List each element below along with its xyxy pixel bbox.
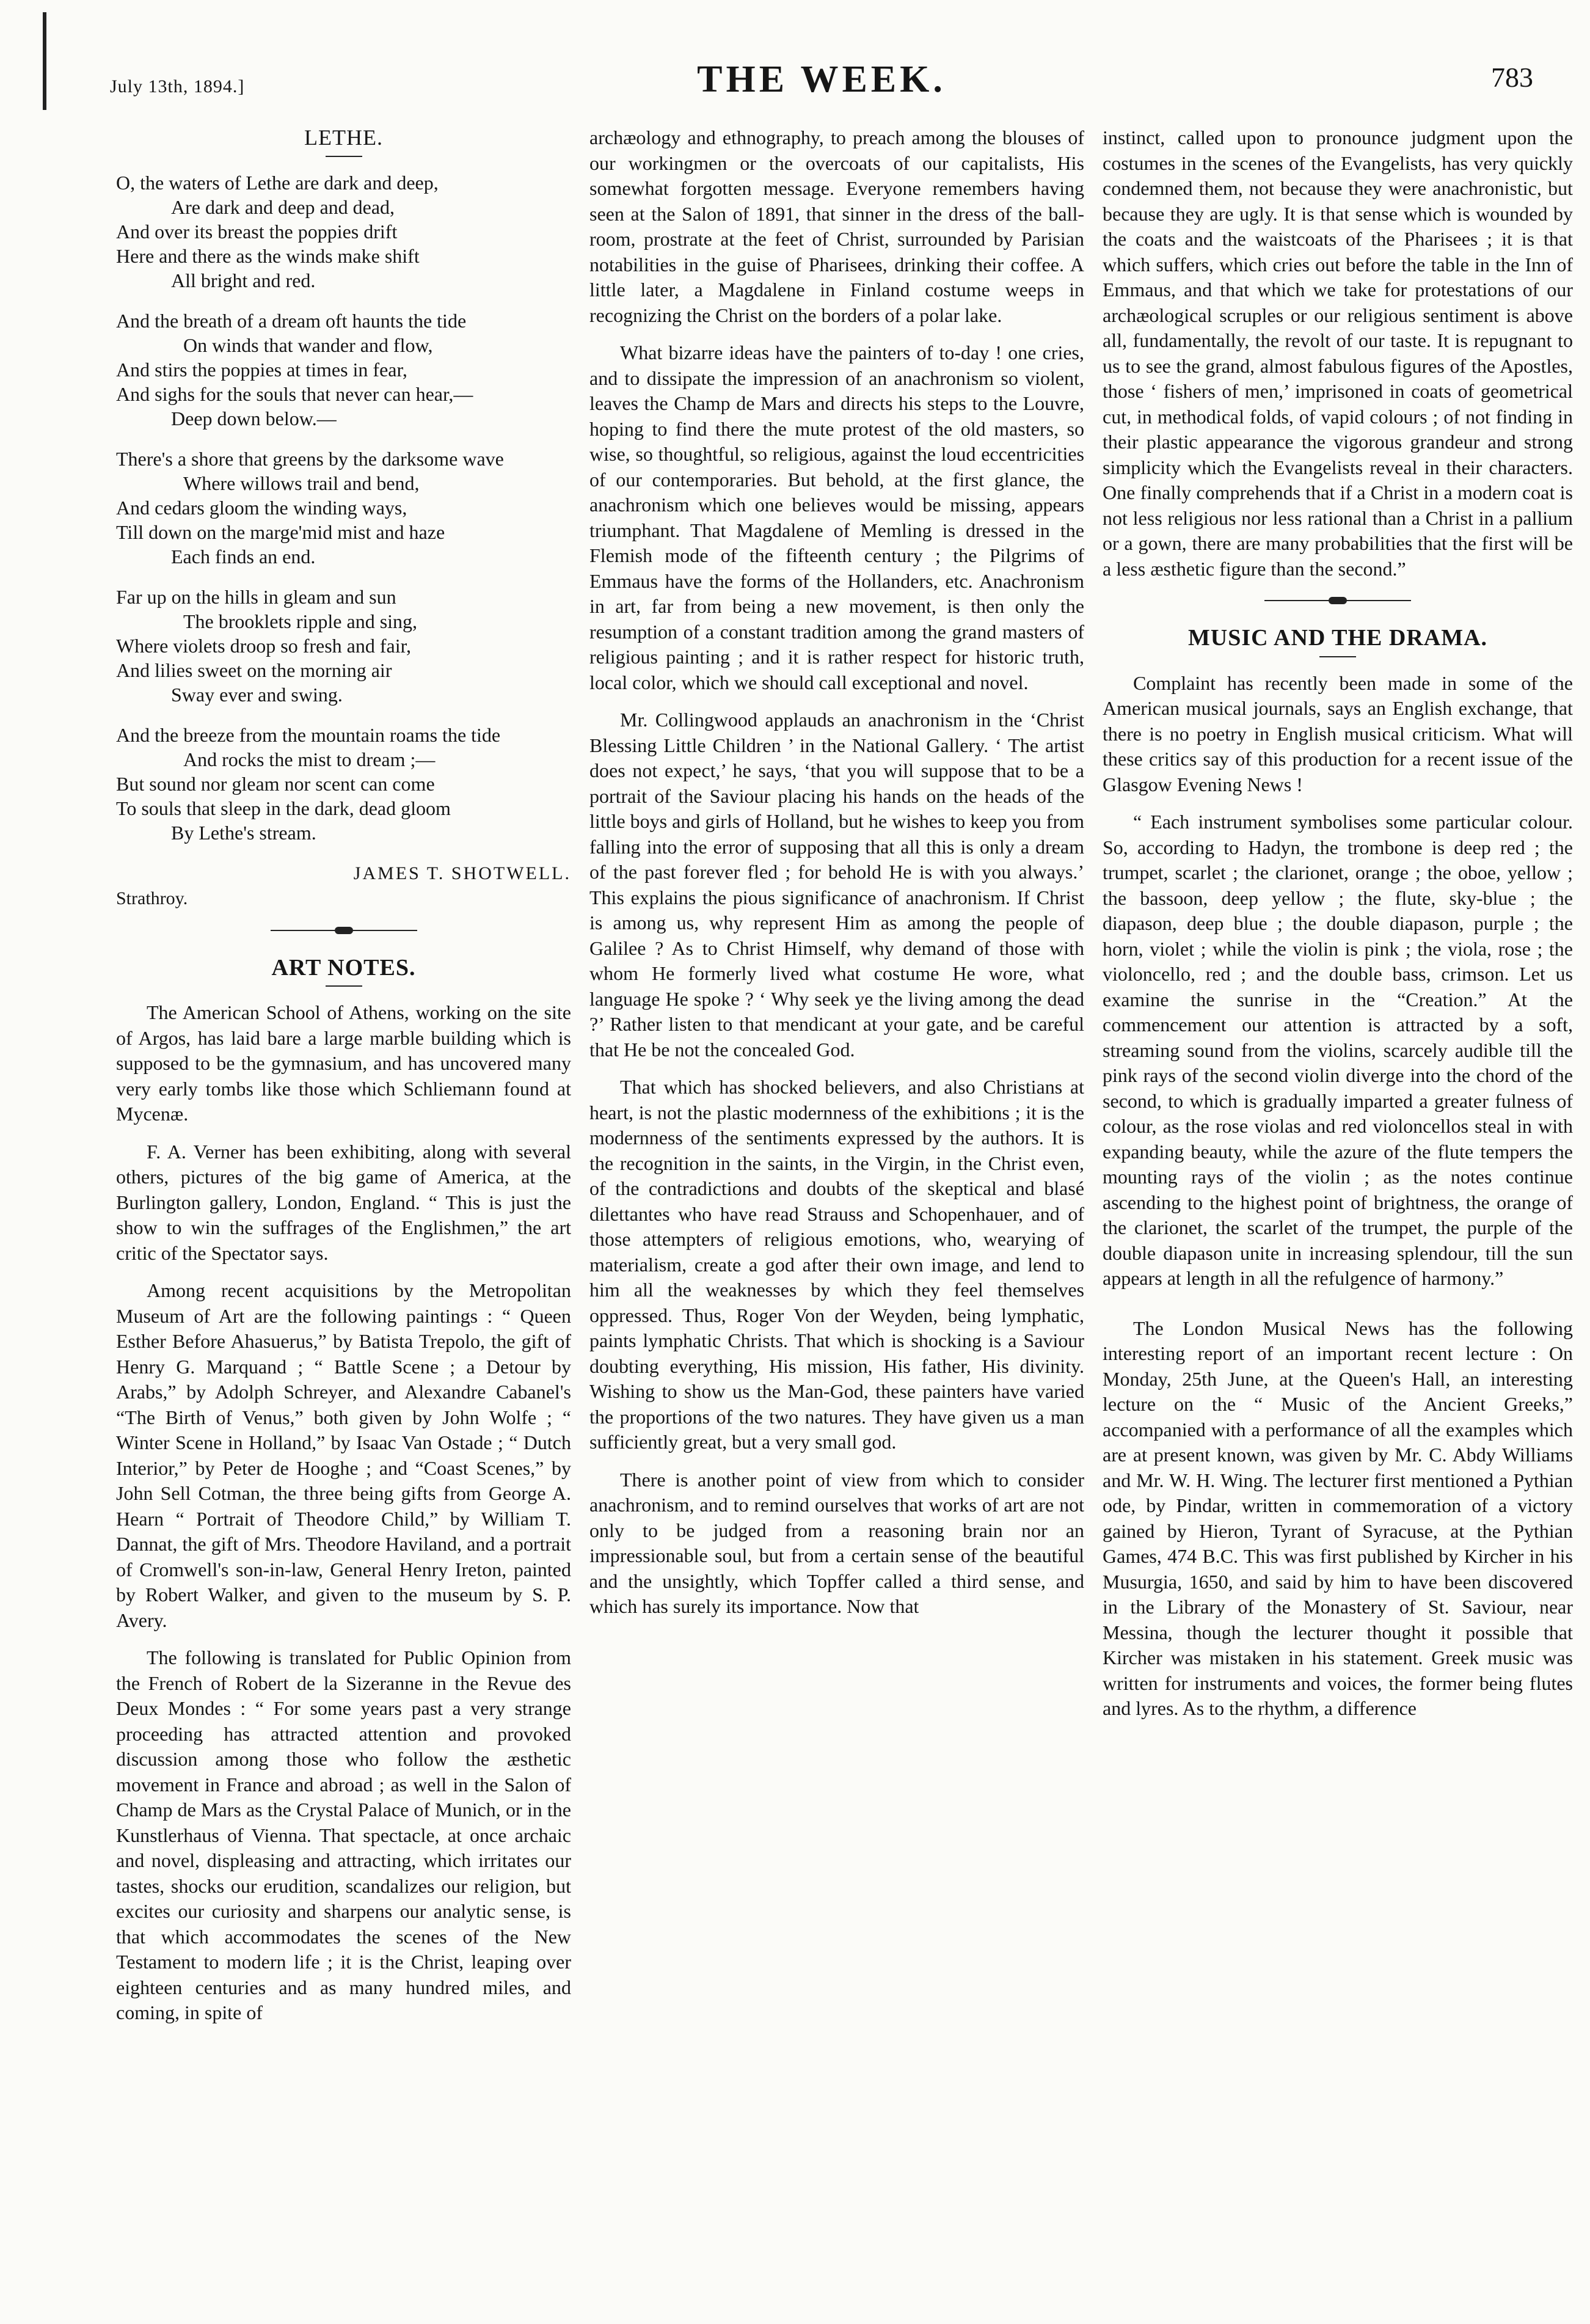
poem-line: And over its breast the poppies drift <box>116 220 398 243</box>
poem-line: Are dark and deep and dead, <box>171 195 395 218</box>
art-notes-paragraph: The following is translated for Public Opinion from the French of Robert de la Sizeranne in the Revue des Deux Mondes : “ For some years past a very strange proceeding has attracted attention and provoked discussion among those who follow the æsthetic movement in France and abroad ; as well in the Salon of Champ de Mars as the Crystal Palace of Munich, or in the Kunstlerhaus of Vienna. That spectacle, at once archaic and novel, displeasing and attracting, which irritates our tastes, shocks our erudition, scandalizes our religion, but excites our curiosity and sharpens our analytic sense, is that which accommodates the scenes of the New Testament to modern life ; it is the Christ, leaping over eighteen centuries and as many hundred miles, and coming, in spite of <box>116 1646 571 2023</box>
article-paragraph: There is another point of view from which to consider anachronism, and to remind ourselves that works of art are not only to be judged from a reasoning brain nor an impressionable soul, but from a certain sense of the beautiful and the unsightly, which Topffer called a third sense, and which has surely its importance. Now that <box>589 1468 1084 1617</box>
poem-stanza <box>116 170 571 293</box>
page-number: 783 <box>1491 62 1533 93</box>
art-notes-paragraph: The American School of Athens, working on the site of Argos, has laid bare a large marble building which is supposed to be the gymnasium, and has uncovered many very early tombs like those which Schliemann found at Mycenæ. <box>116 1001 571 1125</box>
art-notes-heading: ART NOTES. <box>271 954 416 981</box>
section-divider <box>271 930 417 931</box>
poem-stanza <box>116 723 571 845</box>
poem-line: And stirs the poppies at times in fear, <box>116 358 407 381</box>
masthead-title: THE WEEK. <box>697 59 946 100</box>
poem-line: O, the waters of Lethe are dark and deep, <box>116 171 439 194</box>
poem-author: JAMES T. SHOTWELL. <box>353 863 571 883</box>
music-paragraph: Complaint has recently been made in some of the American musical journals, says an English exchange, that there is no poetry in English musical criticism. What will these critics say of this production for a recent issue of the Glasgow Evening News ! <box>1103 671 1573 795</box>
poem-place: Strathroy. <box>116 888 188 908</box>
poem-line: All bright and red. <box>171 269 316 291</box>
art-notes-paragraph: Among recent acquisitions by the Metropolitan Museum of Art are the following paintings : “ Queen Esther Before Ahasuerus,” by Batista Trepolo, the gift of Henry G. Marquand ; “ Battle Scene ; a Detour by Arabs,” by Adolph Schreyer, and Alexandre Cabanel's “The Birth of Venus,” both given by John Wolfe ; “ Winter Scene in Holland,” by Isaac Van Ostade ; “ Dutch Interior,” by Peter de Hooghe ; and “Coast Scenes,” by John Sell Cotman, the three being gifts from George A. Hearn “ Portrait of Theodore Child,” by William T. Dannat, the gift of Mrs. Theodore Haviland, and a portrait of Cromwell's son-in-law, General Henry Ireton, painted by Robert Walker, and given to the museum by S. P. Avery. <box>116 1279 571 1631</box>
column-3 <box>1103 125 1573 1722</box>
poem-line: And cedars gloom the winding ways, <box>116 496 407 519</box>
binding-edge-mark <box>43 12 46 110</box>
poem-line: The brooklets ripple and sing, <box>183 610 418 632</box>
title-rule <box>326 156 362 157</box>
poem-title: LETHE. <box>304 125 383 150</box>
article-paragraph: Mr. Collingwood applauds an anachronism in the ‘Christ Blessing Little Children ’ in the National Gallery. ‘ The artist does not expect,’ he says, ‘that you will suppose that to be a portrait of the Saviour placing his hands on the heads of the little boys and girls of Holland, but he wishes to keep you from falling into the error of supposing that all this is only a dream of the past forever fled ; for behold He is with you always.’ This explains the pious significance of anachronism. If Christ is among us, why represent Him as among the people of Galilee ? As to Christ Himself, why demand of those with whom He formerly lived what costume He wore, what language He spoke ? ‘ Why seek ye the living among the dead ?’ Rather listen to that mendicant at your gate, and be careful that He be not the concealed God. <box>589 709 1084 1061</box>
page-header <box>110 58 1533 113</box>
article-paragraph: instinct, called upon to pronounce judgment upon the costumes in the scenes of the Evangelists, has very quickly condemned them, not because they were anachronistic, but because they are ugly. It is that sense which is wounded by the coats and the waistcoats of the Pharisees ; it is that which suffers, which cries out before the table in the Inn of Emmaus, and that which we take for protestations of our archæological scruples or our religious sentiment is above all, fundamentally, the revolt of our taste. It is repugnant to us to see the grand, almost fabulous figures of the Apostles, those ‘ fishers of men,’ imprisoned in coats of geometrical cut, in methodical folds, of vapid colours ; of not finding in their plastic appearance the vigorous grandeur and strong simplicity which the Evangelists reveal in their characters. One finally comprehends that if a Christ in a modern coat is not less religious nor less rational than a Christ in a pallium or a gown, there are many probabilities that the first will be a less æsthetic figure than the second.” <box>1103 126 1573 580</box>
poem-line: Where violets droop so fresh and fair, <box>116 634 411 657</box>
poem-lethe <box>116 170 571 845</box>
poem-line: And the breeze from the mountain roams the tide <box>116 723 501 746</box>
poem-line: And rocks the mist to dream ;— <box>183 748 436 770</box>
poem-line: And lilies sweet on the morning air <box>116 659 392 681</box>
poem-stanza <box>116 447 571 569</box>
music-drama-heading: MUSIC AND THE DRAMA. <box>1187 625 1488 651</box>
poem-line: Each finds an end. <box>171 545 316 568</box>
poem-line: Till down on the marge'mid mist and haze <box>116 521 445 543</box>
music-quote-paragraph: “ Each instrument symbolises some particular colour. So, according to Hadyn, the trombone is deep red ; the trumpet, scarlet ; the clarionet, orange ; the oboe, yellow ; the bassoon, deep yellow ; the flute, sky-blue ; the diapason, deep blue ; the double diapason, purple ; the horn, violet ; while the violin is pink ; the viola, rose ; the violoncello, red ; and the double bass, crimson. Let us examine the sunrise in the “Creation.” At the commencement our attention is attracted by a soft, streaming sound from the violins, scarcely audible till the pink rays of the second violin diverge into the chord of the second, to which is gradually imparted a greater fulness of colour, as the rose violas and red violoncellos steal in with expanding beauty, while the azure of the flute tempers the mounting rays of the violin ; as the notes continue ascending to the highest point of brightness, the orange of the clarionet, the scarlet of the trumpet, the purple of the double diapason unite in increasing splendour, till the sun appears at length in all the refulgence of harmony.” <box>1103 811 1573 1289</box>
article-paragraph: That which has shocked believers, and also Christians at heart, is not the plastic modernness of the exhibitions ; it is the modernness of the sentiments expressed by the authors. It is the recognition in the saints, in the Virgin, in the Christ even, of the contradictions and doubts of the skeptical and blasé dilettantes who have read Strauss and Schopenhauer, and of those attempters of religious emotions, who, wearying of materialism, create a god after their own image, and lend to him all the weaknesses by which they feel themselves oppressed. Thus, Roger Von der Weyden, being lymphatic, paints lymphatic Christs. That which is shocking is a Saviour doubting everything, His mission, His father, His divinity. Wishing to show us the Man-God, these painters have varied the proportions of the two natures. They have given us a man sufficiently great, but a very small god. <box>589 1076 1084 1453</box>
art-notes-paragraph: F. A. Verner has been exhibiting, along with several others, pictures of the big game of America, at the Burlington gallery, London, England. “ This is just the show to win the suffrages of the Englishmen,” the art critic of the Spectator says. <box>116 1140 571 1264</box>
article-paragraph: What bizarre ideas have the painters of to-day ! one cries, and to dissipate the impression of an anachronism so violent, leaves the Champ de Mars and directs his steps to the Louvre, hoping to find there the mute protest of the old masters, so wise, so thoughtful, so religious, against the loud eccentricities of our contemporaries. But behold, at the first glance, the anachronism which one believes would be missing, appears triumphant. That Magdalene of Memling is dressed in the Flemish mode of the fifteenth century ; the Pilgrims of Emmaus have the forms of the Hollanders, etc. Anachronism in art, far from being a new movement, is then only the resumption of a constant tradition among the grand masters of religious painting ; and it is rather respect for historic truth, local color, which we should call exceptional and novel. <box>589 342 1084 693</box>
poem-line: Where willows trail and bend, <box>183 472 420 494</box>
poem-line: And the breath of a dream oft haunts the tide <box>116 309 467 332</box>
poem-line: To souls that sleep in the dark, dead gloom <box>116 797 451 819</box>
column-1 <box>116 125 571 2026</box>
column-2 <box>589 125 1084 1620</box>
poem-line: Sway ever and swing. <box>171 683 343 706</box>
article-paragraph: archæology and ethnography, to preach among the blouses of our workingmen or the overcoats of our capitalists, His somewhat forgotten message. Everyone remembers having seen at the Salon of 1891, that sinner in the dress of the ball-room, prostrate at the feet of Christ, surrounded by Parisian notabilities in the guise of Pharisees, drinking their coffee. A little later, a Magdalene in Finland costume weeps in recognizing the Christ on the borders of a polar lake. <box>589 126 1084 326</box>
music-paragraph: The London Musical News has the following interesting report of an important recent lecture : On Monday, 25th June, at the Queen's Hall, an interesting lecture on the “ Music of the Ancient Greeks,” accompanied with a performance of all the examples which are at present known, was given by Mr. C. Abdy Williams and Mr. W. H. Wing. The lecturer first mentioned a Pythian ode, by Pindar, written in commemoration of a victory gained by Hieron, Tyrant of Syracuse, at the Pythian Games, 474 B.C. This was first published by Kircher in his Musurgia, 1650, and said by him to have been discovered in the Library of the Monastery of St. Saviour, near Messina, though the lecturer thought it possible that Kircher was mistaken in his statement. Greek music was written for instruments and voices, the former being flutes and lyres. As to the rhythm, a difference <box>1103 1317 1573 1719</box>
poem-line: And sighs for the souls that never can hear,— <box>116 382 473 405</box>
poem-line: By Lethe's stream. <box>171 821 316 844</box>
poem-line: Here and there as the winds make shift <box>116 244 420 267</box>
poem-stanza <box>116 585 571 707</box>
section-divider <box>1264 600 1411 601</box>
poem-line: There's a shore that greens by the darksome wave <box>116 447 504 470</box>
poem-stanza <box>116 309 571 431</box>
poem-line: On winds that wander and flow, <box>183 334 433 356</box>
poem-line: But sound nor gleam nor scent can come <box>116 772 435 795</box>
poem-line: Deep down below.— <box>171 407 337 429</box>
issue-date: July 13th, 1894.] <box>110 76 245 97</box>
heading-rule <box>1319 656 1356 657</box>
poem-line: Far up on the hills in gleam and sun <box>116 585 396 608</box>
heading-rule <box>326 985 362 987</box>
